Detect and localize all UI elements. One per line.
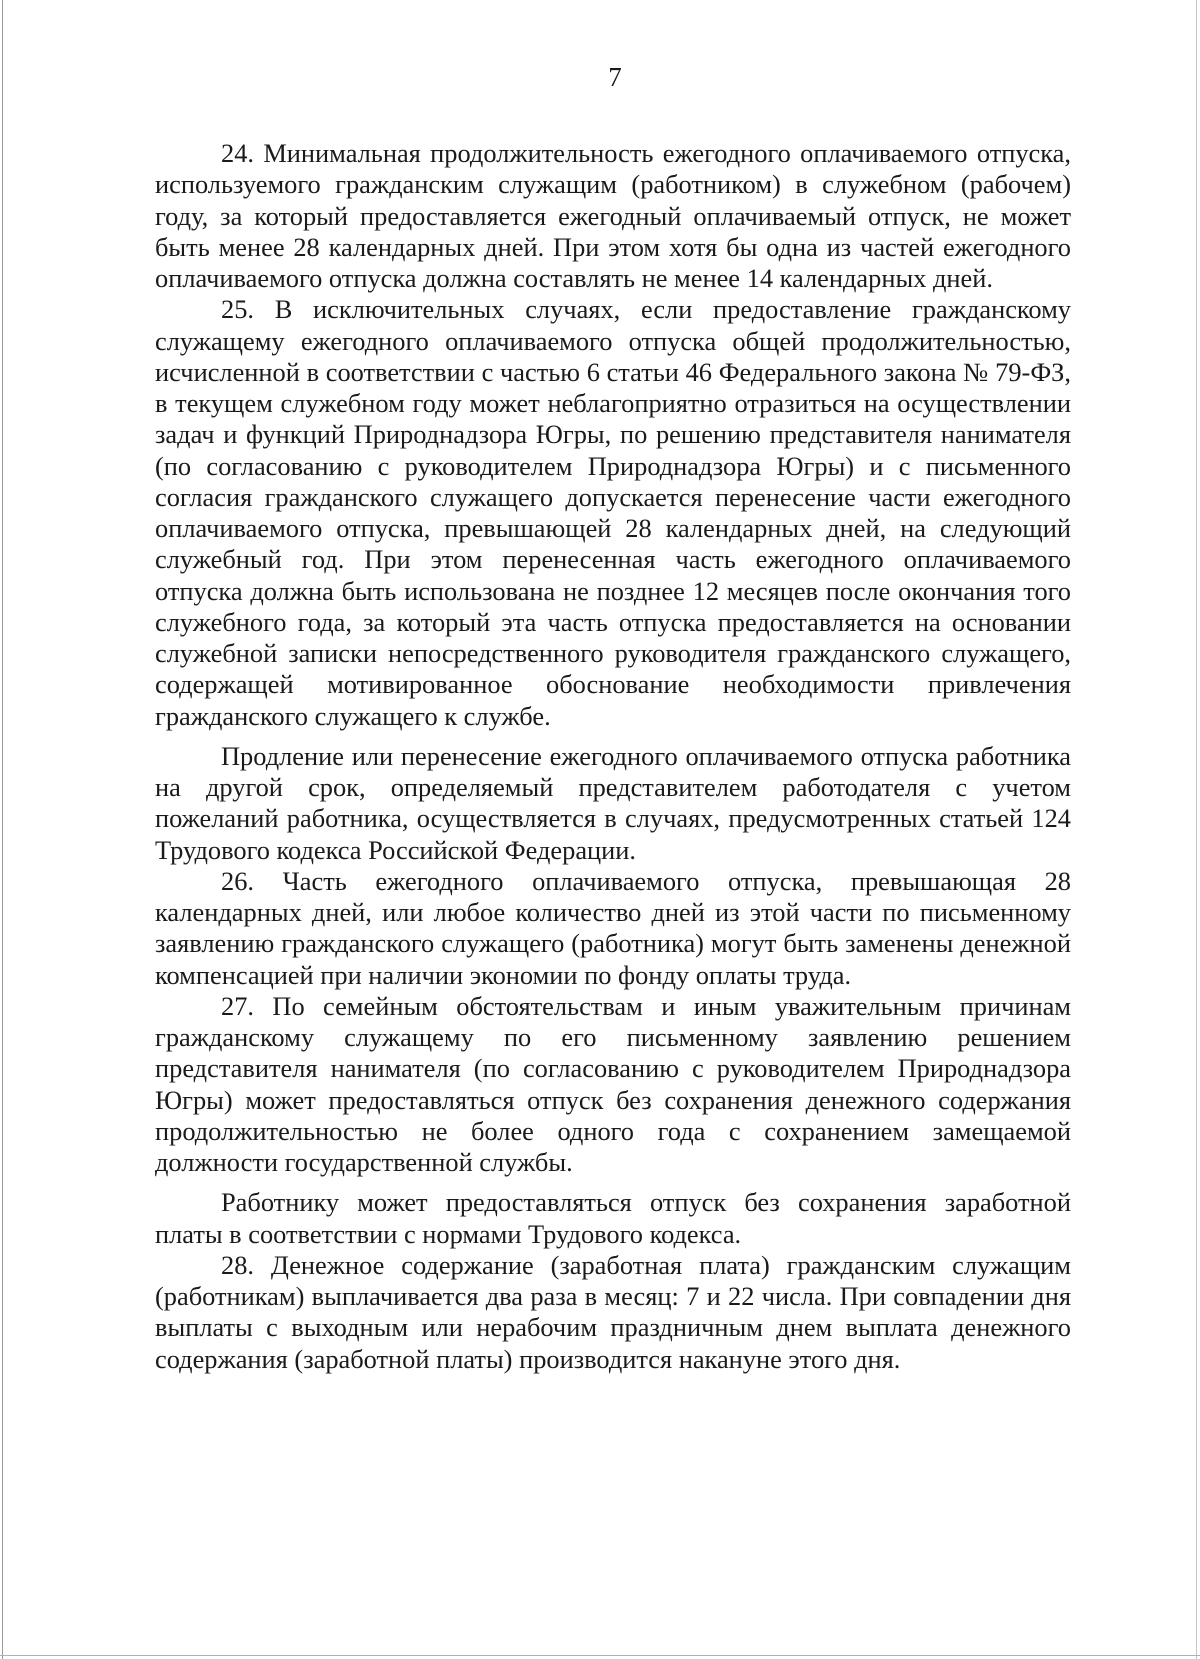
paragraph-26: 26. Часть ежегодного оплачиваемого отпуска, превышающая 28 календарных дней, или любое количество дней из этой части по письменному заявлению гражданского служащего (работника) могут быть заменены денежной компенсацией при наличии экономии по фонду оплаты труда.: [155, 865, 1071, 990]
paragraph-25: 25. В исключительных случаях, если предоставление гражданскому служащему ежегодного оплачиваемого отпуска общей продолжительностью, исчисленной в соответствии с частью 6 статьи 46 Федерального закона № 79-ФЗ, в текущем служебном году может неблагоприятно отразиться на осуществлении задач и функций Природнадзора Югры, по решению представителя нанимателя (по согласованию с руководителем Природнадзора Югры) и с письменного согласия гражданского служащего допускается перенесение части ежегодного оплачиваемого отпуска, превышающей 28 календарных дней, на следующий служебный год. При этом перенесенная часть ежегодного оплачиваемого отпуска должна быть использована не позднее 12 месяцев после окончания того служебного года, за который эта часть отпуска предоставляется на основании служебной записки непосредственного руководителя гражданского служащего, содержащей мотивированное обоснование необходимости привлечения гражданского служащего к службе.: [155, 294, 1071, 731]
paragraph-24: 24. Минимальная продолжительность ежегодного оплачиваемого отпуска, используемого гражданским служащим (работником) в служебном (рабочем) году, за который предоставляется ежегодный оплачиваемый отпуск, не может быть менее 28 календарных дней. При этом хотя бы одна из частей ежегодного оплачиваемого отпуска должна составлять не менее 14 календарных дней.: [155, 138, 1071, 293]
paragraph-27: 27. По семейным обстоятельствам и иным уважительным причинам гражданскому служащему по его письменному заявлению решением представителя нанимателя (по согласованию с руководителем Природнадзора Югры) может предоставляться отпуск без сохранения денежного содержания продолжительностью не более одного года с сохранением замещаемой должности государственной службы.: [155, 990, 1071, 1177]
document-body: [155, 138, 1071, 1375]
scan-edge-left: [2, 0, 3, 1659]
paragraph-27-continuation: Работнику может предоставляться отпуск без сохранения заработной платы в соответствии с нормами Трудового кодекса.: [155, 1187, 1071, 1249]
page-number: 7: [608, 62, 622, 92]
scan-edge-right: [1196, 0, 1197, 1659]
paragraph-28: 28. Денежное содержание (заработная плата) гражданским служащим (работникам) выплачивается два раза в месяц: 7 и 22 числа. При совпадении дня выплаты с выходным или нерабочим праздничным днем выплата денежного содержания (заработной платы) производится накануне этого дня.: [155, 1249, 1071, 1374]
paragraph-25-continuation: Продление или перенесение ежегодного оплачиваемого отпуска работника на другой срок, определяемый представителем работодателя с учетом пожеланий работника, осуществляется в случаях, предусмотренных статьей 124 Трудового кодекса Российской Федерации.: [155, 740, 1071, 865]
scan-edge-bottom: [0, 1655, 1200, 1656]
